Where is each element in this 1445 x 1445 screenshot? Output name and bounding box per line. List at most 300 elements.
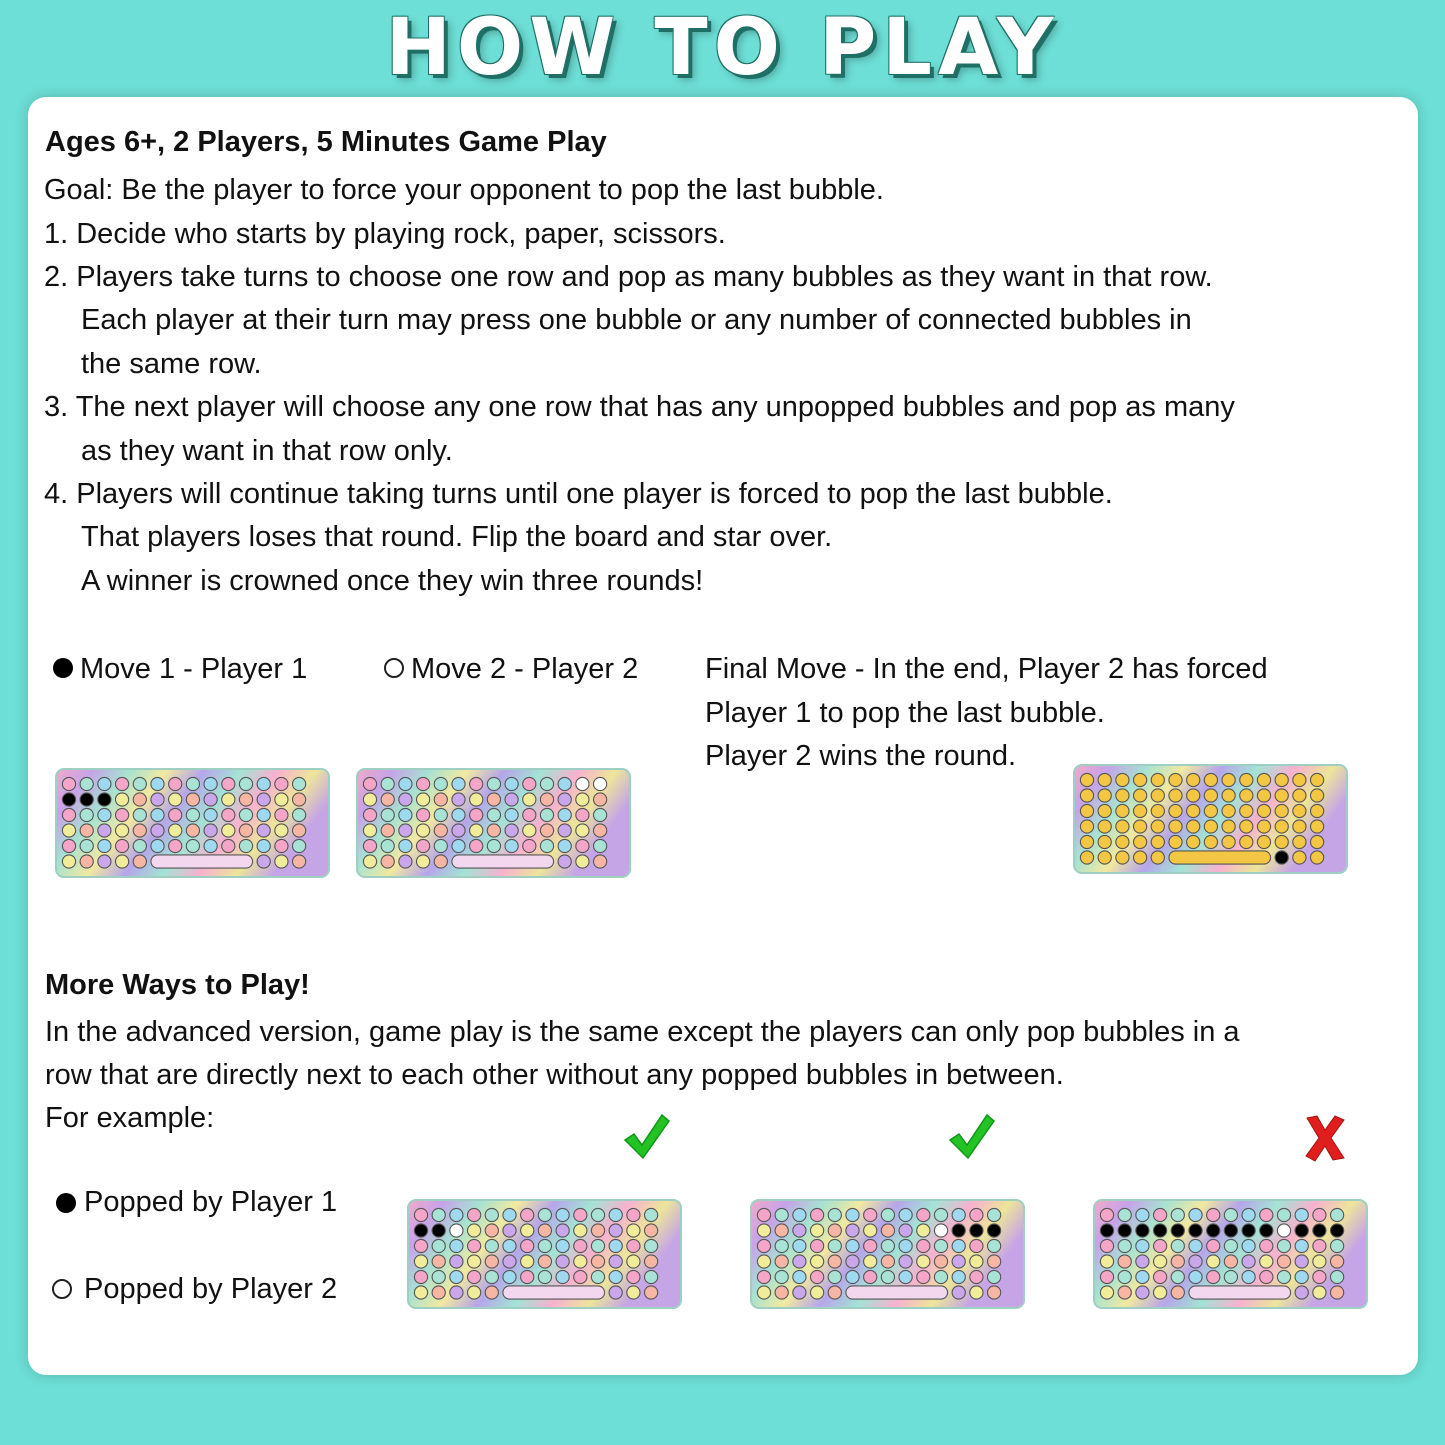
bubble — [1207, 1239, 1220, 1252]
bubble — [381, 777, 394, 790]
bubble — [1154, 1208, 1167, 1221]
bubble — [793, 1224, 806, 1237]
bubble — [538, 1255, 551, 1268]
bubble — [275, 839, 288, 852]
bubble — [485, 1208, 498, 1221]
bubble — [576, 777, 589, 790]
bubble — [1136, 1224, 1149, 1237]
bubble — [1293, 820, 1306, 833]
bubble — [239, 793, 252, 806]
bubble — [645, 1208, 658, 1221]
bubble — [1098, 835, 1111, 848]
bubble — [450, 1224, 463, 1237]
bubble — [133, 808, 146, 821]
bubble — [1222, 773, 1235, 786]
bubble — [505, 793, 518, 806]
bubble — [793, 1270, 806, 1283]
bubble — [399, 855, 412, 868]
check-icon — [622, 1112, 672, 1160]
bubble — [151, 777, 164, 790]
bubble — [468, 1239, 481, 1252]
bubble — [452, 777, 465, 790]
spacebar — [503, 1286, 605, 1299]
bubble — [80, 793, 93, 806]
bubble — [574, 1239, 587, 1252]
bubble — [1151, 804, 1164, 817]
bubble — [556, 1255, 569, 1268]
bubble — [538, 1224, 551, 1237]
bubble — [1098, 804, 1111, 817]
bubble — [505, 808, 518, 821]
bubble — [574, 1208, 587, 1221]
bubble — [917, 1255, 930, 1268]
bubble — [811, 1270, 824, 1283]
bubble — [1224, 1224, 1237, 1237]
bubble — [988, 1239, 1001, 1252]
bubble — [151, 839, 164, 852]
bubble — [1331, 1224, 1344, 1237]
bubble — [576, 824, 589, 837]
bubble — [1171, 1286, 1184, 1299]
bubble — [591, 1239, 604, 1252]
bubble — [574, 1224, 587, 1237]
bubble — [1295, 1270, 1308, 1283]
bubble — [556, 1208, 569, 1221]
bubble — [970, 1270, 983, 1283]
bubble — [186, 793, 199, 806]
bubble — [523, 839, 536, 852]
bubble — [1116, 773, 1129, 786]
bubble — [917, 1224, 930, 1237]
bubble — [846, 1270, 859, 1283]
bubble — [80, 824, 93, 837]
bubble — [257, 793, 270, 806]
bubble — [1224, 1208, 1237, 1221]
bubble — [1313, 1255, 1326, 1268]
bubble — [828, 1239, 841, 1252]
bubble — [204, 793, 217, 806]
bubble — [1189, 1255, 1202, 1268]
bubble — [881, 1224, 894, 1237]
bubble — [1169, 789, 1182, 802]
bubble — [414, 1239, 427, 1252]
bubble — [432, 1239, 445, 1252]
bubble — [1242, 1224, 1255, 1237]
bubble — [434, 793, 447, 806]
bubble — [1257, 789, 1270, 802]
bubble — [151, 793, 164, 806]
bubble — [988, 1224, 1001, 1237]
bubble — [450, 1255, 463, 1268]
bubble — [133, 793, 146, 806]
bubble — [1187, 820, 1200, 833]
bubble — [1116, 804, 1129, 817]
bubble — [1100, 1224, 1113, 1237]
bubble — [1171, 1255, 1184, 1268]
bubble — [1331, 1286, 1344, 1299]
bubble — [1277, 1239, 1290, 1252]
bubble — [645, 1270, 658, 1283]
bubble — [1311, 789, 1324, 802]
bubble — [645, 1224, 658, 1237]
bubble — [151, 824, 164, 837]
bubble — [1118, 1239, 1131, 1252]
bubble — [116, 808, 129, 821]
bubble — [1134, 835, 1147, 848]
bubble — [1242, 1255, 1255, 1268]
bubble — [222, 777, 235, 790]
bubble — [917, 1208, 930, 1221]
bubble — [1134, 804, 1147, 817]
bubble — [363, 793, 376, 806]
bubble — [1313, 1270, 1326, 1283]
bubble — [450, 1208, 463, 1221]
bubble — [98, 793, 111, 806]
bubble — [775, 1239, 788, 1252]
bubble — [1240, 835, 1253, 848]
bubble — [417, 777, 430, 790]
bubble — [505, 824, 518, 837]
bubble — [487, 808, 500, 821]
bubble — [970, 1239, 983, 1252]
bubble — [899, 1208, 912, 1221]
bubble — [970, 1224, 983, 1237]
bubble — [1134, 851, 1147, 864]
bubble — [363, 777, 376, 790]
bubble — [222, 808, 235, 821]
bubble — [204, 824, 217, 837]
bubble — [828, 1286, 841, 1299]
bubble — [1311, 804, 1324, 817]
bubble — [257, 808, 270, 821]
bubble — [576, 793, 589, 806]
bubble — [1331, 1208, 1344, 1221]
bubble — [487, 839, 500, 852]
bubble — [1224, 1239, 1237, 1252]
bubble — [757, 1255, 770, 1268]
bubble — [98, 855, 111, 868]
bubble — [1240, 804, 1253, 817]
bubble — [757, 1239, 770, 1252]
bubble — [503, 1208, 516, 1221]
bubble — [1240, 820, 1253, 833]
more-ways-heading: More Ways to Play! — [45, 969, 310, 1001]
bubble — [434, 839, 447, 852]
bubble — [558, 793, 571, 806]
bubble — [934, 1224, 947, 1237]
bubble — [1100, 1270, 1113, 1283]
bubble — [186, 839, 199, 852]
bubble — [1204, 820, 1217, 833]
bubble — [1080, 789, 1093, 802]
bubble — [1151, 820, 1164, 833]
bubble — [1277, 1208, 1290, 1221]
bubble — [594, 777, 607, 790]
bubble — [1275, 820, 1288, 833]
bubble — [503, 1224, 516, 1237]
bubble — [934, 1208, 947, 1221]
bubble — [1313, 1224, 1326, 1237]
bubble — [970, 1255, 983, 1268]
bubble — [1313, 1208, 1326, 1221]
bubble — [609, 1286, 622, 1299]
bubble — [1295, 1208, 1308, 1221]
bubble — [828, 1270, 841, 1283]
bubble — [399, 777, 412, 790]
bubble — [470, 824, 483, 837]
more-ways-line-2: row that are directly next to each other without any popped bubbles in between. — [45, 1059, 1064, 1091]
bubble — [62, 777, 75, 790]
bubble — [899, 1224, 912, 1237]
bubble — [98, 839, 111, 852]
bubble — [645, 1286, 658, 1299]
bubble — [239, 839, 252, 852]
bubble — [399, 793, 412, 806]
bubble — [222, 824, 235, 837]
bubble — [1189, 1270, 1202, 1283]
bubble — [399, 824, 412, 837]
bubble — [417, 793, 430, 806]
bubble — [1207, 1224, 1220, 1237]
bubble — [558, 839, 571, 852]
spacebar — [452, 855, 554, 868]
bubble — [1100, 1208, 1113, 1221]
bubble — [609, 1239, 622, 1252]
bubble — [934, 1270, 947, 1283]
bubble — [485, 1286, 498, 1299]
bubble — [917, 1239, 930, 1252]
bubble — [434, 855, 447, 868]
spacebar — [1169, 851, 1271, 864]
bubble — [1169, 820, 1182, 833]
final-move-line-1: Final Move - In the end, Player 2 has forced — [705, 653, 1268, 685]
bubble — [1171, 1208, 1184, 1221]
bubble — [1224, 1255, 1237, 1268]
bubble — [1331, 1255, 1344, 1268]
bubble — [609, 1224, 622, 1237]
spacebar — [151, 855, 253, 868]
bubble — [1311, 773, 1324, 786]
bubble — [1331, 1270, 1344, 1283]
bubble — [414, 1270, 427, 1283]
bubble — [591, 1255, 604, 1268]
bubble — [1222, 789, 1235, 802]
bubble — [1204, 773, 1217, 786]
bubble — [1080, 773, 1093, 786]
bubble — [487, 824, 500, 837]
bubble — [1277, 1270, 1290, 1283]
bubble — [1098, 851, 1111, 864]
bubble — [1100, 1255, 1113, 1268]
bubble — [952, 1255, 965, 1268]
bubble — [133, 777, 146, 790]
bubble — [811, 1286, 824, 1299]
bubble — [1187, 773, 1200, 786]
bubble — [538, 1208, 551, 1221]
bubble — [556, 1239, 569, 1252]
rules-step-2-cont-1: Each player at their turn may press one bubble or any number of connected bubbles in — [81, 304, 1192, 336]
bubble — [1260, 1239, 1273, 1252]
bubble — [594, 824, 607, 837]
bubble — [503, 1270, 516, 1283]
spacebar — [1189, 1286, 1291, 1299]
bubble — [988, 1270, 1001, 1283]
bubble — [417, 808, 430, 821]
bubble — [1187, 804, 1200, 817]
page-title: HOW TO PLAY — [385, 3, 1060, 93]
bubble — [275, 777, 288, 790]
bubble — [846, 1239, 859, 1252]
bubble — [414, 1286, 427, 1299]
bubble — [591, 1224, 604, 1237]
bubble — [204, 777, 217, 790]
bubble — [538, 1270, 551, 1283]
bubble — [80, 808, 93, 821]
bubble — [275, 808, 288, 821]
bubble — [757, 1224, 770, 1237]
bubble — [275, 855, 288, 868]
bubble — [1098, 789, 1111, 802]
bubble — [432, 1255, 445, 1268]
bubble — [1171, 1239, 1184, 1252]
board-example-2 — [750, 1199, 1025, 1309]
bubble — [627, 1255, 640, 1268]
bubble — [239, 777, 252, 790]
bubble — [293, 855, 306, 868]
bubble — [811, 1208, 824, 1221]
bubble — [399, 839, 412, 852]
bubble — [556, 1270, 569, 1283]
bubble — [1242, 1270, 1255, 1283]
bubble — [627, 1286, 640, 1299]
bubble — [452, 824, 465, 837]
bubble — [1116, 789, 1129, 802]
bubble — [594, 855, 607, 868]
bubble — [1224, 1270, 1237, 1283]
bubble — [793, 1286, 806, 1299]
bubble — [485, 1239, 498, 1252]
bubble — [881, 1255, 894, 1268]
bubble — [80, 839, 93, 852]
bubble — [558, 808, 571, 821]
cross-icon — [1303, 1114, 1347, 1162]
bubble — [538, 1239, 551, 1252]
bubble — [1204, 789, 1217, 802]
bubble — [487, 793, 500, 806]
bubble — [1151, 789, 1164, 802]
bubble — [934, 1255, 947, 1268]
bubble — [62, 793, 75, 806]
bubble — [523, 793, 536, 806]
bubble — [363, 808, 376, 821]
bubble — [239, 808, 252, 821]
board-final-move — [1073, 764, 1348, 874]
bubble — [523, 808, 536, 821]
bubble — [1098, 820, 1111, 833]
bubble — [116, 839, 129, 852]
rules-step-4: 4. Players will continue taking turns until one player is forced to pop the last bubble. — [44, 478, 1113, 510]
bubble — [1151, 835, 1164, 848]
bubble — [62, 855, 75, 868]
bubble — [1189, 1224, 1202, 1237]
bubble — [485, 1224, 498, 1237]
bubble — [293, 839, 306, 852]
rules-heading: Ages 6+, 2 Players, 5 Minutes Game Play — [45, 126, 607, 158]
bubble — [1207, 1270, 1220, 1283]
bubble — [432, 1270, 445, 1283]
bubble — [414, 1208, 427, 1221]
bubble — [645, 1255, 658, 1268]
bubble — [934, 1239, 947, 1252]
bubble — [470, 777, 483, 790]
bubble — [450, 1286, 463, 1299]
bubble — [609, 1255, 622, 1268]
bubble — [204, 839, 217, 852]
board-example-1 — [407, 1199, 682, 1309]
bubble — [116, 777, 129, 790]
bubble — [864, 1255, 877, 1268]
board-move-2 — [356, 768, 631, 878]
bubble — [98, 808, 111, 821]
bubble — [503, 1239, 516, 1252]
bubble — [1134, 773, 1147, 786]
bubble — [1169, 835, 1182, 848]
bubble — [1257, 820, 1270, 833]
bubble — [558, 824, 571, 837]
bubble — [62, 824, 75, 837]
check-icon — [947, 1112, 997, 1160]
bubble — [452, 839, 465, 852]
bubble — [881, 1208, 894, 1221]
bubble — [432, 1286, 445, 1299]
bubble — [521, 1208, 534, 1221]
bubble — [757, 1270, 770, 1283]
bubble — [381, 839, 394, 852]
bubble — [381, 824, 394, 837]
bubble — [1154, 1239, 1167, 1252]
bubble — [363, 824, 376, 837]
move-1-label: Move 1 - Player 1 — [80, 653, 308, 685]
rules-goal: Goal: Be the player to force your opponent to pop the last bubble. — [44, 174, 884, 206]
bubble — [627, 1270, 640, 1283]
bubble — [1260, 1255, 1273, 1268]
bubble — [505, 839, 518, 852]
filled-dot-icon — [56, 1193, 76, 1213]
bubble — [186, 777, 199, 790]
bubble — [222, 839, 235, 852]
bubble — [556, 1224, 569, 1237]
bubble — [523, 777, 536, 790]
bubble — [970, 1286, 983, 1299]
bubble — [1154, 1255, 1167, 1268]
bubble — [811, 1224, 824, 1237]
bubble — [828, 1255, 841, 1268]
bubble — [521, 1239, 534, 1252]
bubble — [1277, 1255, 1290, 1268]
bubble — [1204, 804, 1217, 817]
bubble — [811, 1239, 824, 1252]
bubble — [1100, 1239, 1113, 1252]
bubble — [846, 1224, 859, 1237]
bubble — [151, 808, 164, 821]
bubble — [609, 1208, 622, 1221]
bubble — [594, 839, 607, 852]
bubble — [468, 1255, 481, 1268]
filled-dot-icon — [53, 658, 73, 678]
bubble — [417, 855, 430, 868]
bubble — [1136, 1239, 1149, 1252]
bubble — [257, 839, 270, 852]
